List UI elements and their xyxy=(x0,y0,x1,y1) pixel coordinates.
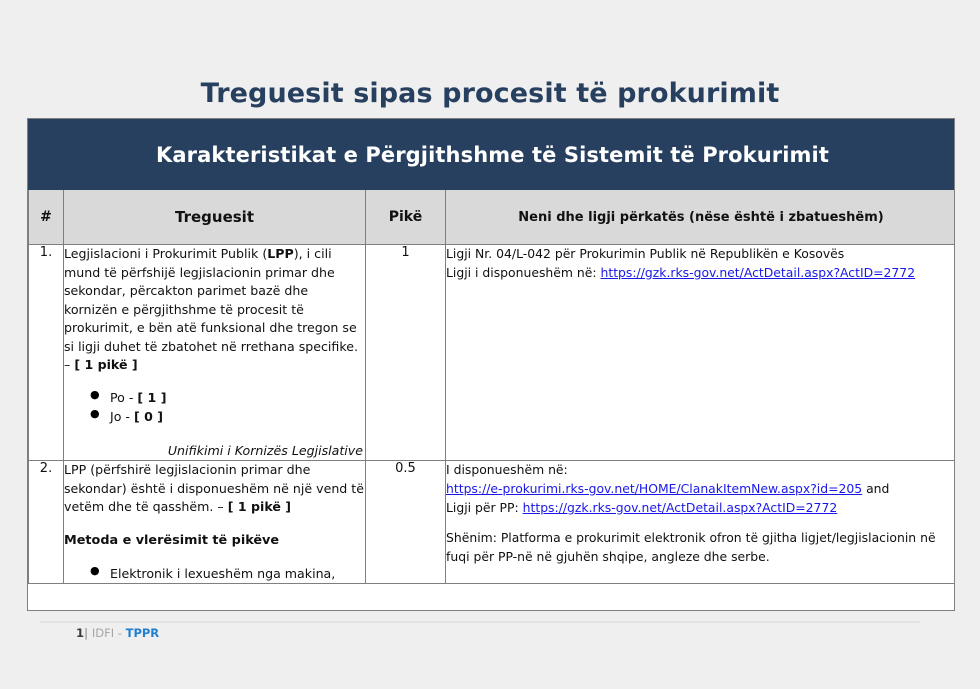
law-availability-label xyxy=(446,461,955,480)
indicator-text-part-1: LPP (përfshirë legjislacionin primar dhe sekondar) është i disponueshëm në një vend të vetëm dhe të qasshëm. – xyxy=(64,462,364,515)
row-law-cell xyxy=(446,245,956,461)
law-reference-text: Ligji Nr. 04/L-042 për Prokurimin Publik në Republikën e Kosovës xyxy=(446,246,845,261)
indicator-text-part-1: Legjislacioni i Prokurimit Publik ( xyxy=(64,246,268,261)
law-availability-line xyxy=(446,264,955,283)
choice-label: Po - xyxy=(110,389,138,405)
indicator-point-bracket: [ 1 pikë ] xyxy=(74,357,138,372)
platform-link[interactable]: https://e-prokurimi.rks-gov.net/HOME/ClanakItemNew.aspx?id=205 xyxy=(446,480,863,496)
footer-organization: IDFI - xyxy=(91,626,122,640)
table-row xyxy=(29,461,956,583)
indicator-text-part-2: ), i cili mund të përfshijë legjislacionin primar dhe sekondar, përcakton parimet bazë dhe kornizën e përgjithshme të procesit të prokurimit, e bën atë funksional dhe tregon se si ligji duhet të zbatohet në rrethana specifike. – xyxy=(64,246,358,372)
law-link[interactable]: https://gzk.rks-gov.net/ActDetail.aspx?ActID=2772 xyxy=(600,264,916,280)
law-reference-line xyxy=(446,245,955,264)
table-row xyxy=(29,245,956,461)
indicator-abbreviation: LPP xyxy=(267,246,294,261)
row-indicator-cell xyxy=(64,461,366,583)
choice-label: Elektronik i lexueshëm nga makina, xyxy=(110,565,336,581)
row-number: 2. xyxy=(29,461,64,583)
column-header-points: Pikë xyxy=(366,190,446,245)
page-title: Treguesit sipas procesit të prokurimit xyxy=(200,78,780,109)
list-item xyxy=(90,407,365,426)
law-link-suffix: and xyxy=(862,480,890,496)
indicator-category-note: Unifikimi i Kornizës Legjislative xyxy=(167,442,363,458)
law-availability-text: I disponueshëm në: xyxy=(446,462,568,478)
table-header-row xyxy=(29,190,956,245)
choice-label: Jo - xyxy=(110,408,134,424)
row-law-cell xyxy=(446,461,956,583)
scoring-choice-list xyxy=(64,388,365,426)
law-reference-prefix: Ligji për PP: xyxy=(446,499,523,515)
row-points: 0.5 xyxy=(366,461,446,583)
footer-divider xyxy=(40,621,920,623)
footer xyxy=(76,626,159,640)
choice-value: [ 1 ] xyxy=(137,389,167,405)
choice-value: [ 0 ] xyxy=(133,408,164,424)
column-header-number: # xyxy=(29,190,64,245)
row-points: 1 xyxy=(366,245,446,461)
table-banner-cell xyxy=(29,120,956,190)
footer-project: TPPR xyxy=(125,626,160,640)
law-availability-prefix: Ligji i disponueshëm në: xyxy=(446,264,601,280)
law-availability-link-line xyxy=(446,480,955,499)
indicator-paragraph xyxy=(64,245,365,375)
footer-separator: | xyxy=(84,626,89,640)
law-link[interactable]: https://gzk.rks-gov.net/ActDetail.aspx?ActID=2772 xyxy=(522,499,838,515)
table-banner-row xyxy=(29,120,956,190)
scoring-choice-list xyxy=(64,564,365,583)
scoring-method-heading: Metoda e vlerësimit të pikëve xyxy=(64,532,280,548)
footer-page-number: 1 xyxy=(76,626,85,640)
table-banner-label: Karakteristikat e Përgjithshme të Sistemit të Prokurimit xyxy=(156,142,829,167)
indicator-paragraph xyxy=(64,461,365,517)
column-header-law: Neni dhe ligji përkatës (nëse është i zbatueshëm) xyxy=(446,190,956,245)
law-note: Shënim: Platforma e prokurimit elektronik ofron të gjitha ligjet/legjislacionin në fuqi për PP-në në gjuhën shqipe, angleze dhe serbe. xyxy=(446,530,936,564)
indicators-table-container xyxy=(27,118,955,611)
list-item xyxy=(90,388,365,407)
law-reference-line xyxy=(446,499,955,518)
list-item xyxy=(90,564,365,583)
indicator-point-bracket: [ 1 pikë ] xyxy=(227,499,292,515)
row-indicator-cell xyxy=(64,245,366,461)
indicators-table xyxy=(28,119,955,584)
row-number: 1. xyxy=(29,245,64,461)
column-header-indicator: Treguesit xyxy=(64,190,366,245)
